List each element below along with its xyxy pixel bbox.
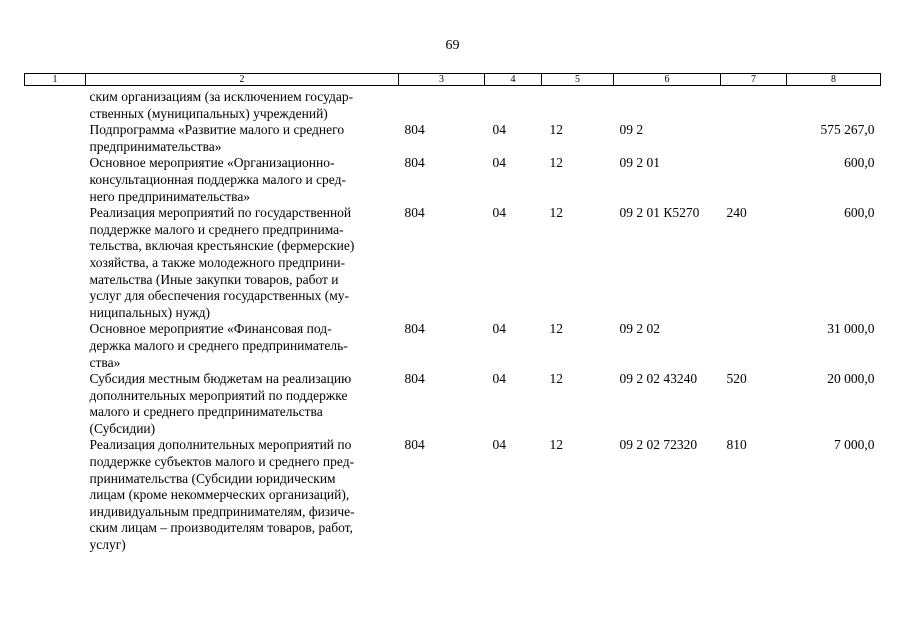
cell-grbs-code: 804 [404, 437, 425, 453]
cell-target-article: 09 2 01 К5270 [619, 205, 700, 221]
cell-col1 [25, 205, 86, 321]
column-header-4: 4 [485, 74, 542, 86]
name-line: лицам (кроме некоммерческих организаций), [89, 487, 350, 503]
name-line: (Субсидии) [89, 420, 156, 436]
cell-col1 [25, 371, 86, 437]
cell-expense-type: 240 [726, 205, 747, 221]
cell-name [86, 371, 399, 437]
cell-subsection: 12 [549, 321, 563, 337]
name-line: ниципальных) нужд) [89, 304, 211, 320]
cell-amount: 600,0 [844, 155, 875, 171]
table-row [25, 371, 881, 437]
name-line: поддержке малого и среднего предпринима- [89, 221, 344, 237]
name-line: индивидуальным предпринимателям, физиче- [89, 503, 355, 519]
name-line: предпринимательства» [89, 138, 222, 154]
column-header-5: 5 [542, 74, 614, 86]
cell-section: 04 [492, 371, 506, 387]
cell-target-article: 09 2 01 [619, 155, 660, 171]
cell-name [86, 122, 399, 155]
name-line: хозяйства, а также молодежного предприни- [89, 254, 346, 270]
cell-section: 04 [492, 122, 506, 138]
table-row [25, 155, 881, 205]
cell-target-article: 09 2 02 [619, 321, 660, 337]
name-line: Подпрограмма «Развитие малого и среднего [89, 122, 345, 138]
column-number-header [25, 74, 881, 86]
cell-col1 [25, 155, 86, 205]
name-line: мательства (Иные закупки товаров, работ и [89, 271, 339, 287]
table-row [25, 122, 881, 155]
cell-name [86, 155, 399, 205]
name-line: ским лицам – производителям товаров, работ, [89, 520, 353, 536]
cell-expense-type: 810 [726, 437, 747, 453]
column-header-6: 6 [614, 74, 721, 86]
name-line: держка малого и среднего предприниматель- [89, 337, 348, 353]
name-line: услуг для обеспечения государственных (му- [89, 288, 350, 304]
cell-section: 04 [492, 155, 506, 171]
cell-section: 04 [492, 205, 506, 221]
name-line: ским организациям (за исключением государ- [89, 89, 354, 104]
name-line: Субсидия местным бюджетам на реализацию [89, 371, 352, 387]
column-header-1: 1 [25, 74, 86, 86]
cell-target-article: 09 2 [619, 122, 644, 138]
cell-target-article: 09 2 02 72320 [619, 437, 698, 453]
name-line: Основное мероприятие «Финансовая под- [89, 321, 332, 337]
column-header-8: 8 [787, 74, 881, 86]
cell-grbs-code [399, 86, 485, 123]
cell-subsection: 12 [549, 371, 563, 387]
cell-target-article: 09 2 02 43240 [619, 371, 698, 387]
column-header-2: 2 [86, 74, 399, 86]
table-row [25, 321, 881, 371]
cell-expense-type [721, 155, 787, 205]
name-line: Реализация мероприятий по государственной [89, 205, 352, 221]
table-row [25, 437, 881, 553]
name-line: Основное мероприятие «Организационно- [89, 155, 335, 171]
cell-grbs-code: 804 [404, 321, 425, 337]
cell-expense-type [721, 321, 787, 371]
cell-subsection: 12 [549, 205, 563, 221]
cell-amount: 600,0 [844, 205, 875, 221]
name-line: малого и среднего предпринимательства [89, 404, 323, 420]
name-line: тельства, включая крестьянские (фермерские) [89, 238, 355, 254]
cell-subsection: 12 [549, 122, 563, 138]
cell-section: 04 [492, 321, 506, 337]
cell-grbs-code: 804 [404, 155, 425, 171]
budget-table [24, 73, 881, 554]
table-row [25, 86, 881, 123]
cell-amount [787, 86, 881, 123]
name-line: услуг) [89, 537, 126, 553]
cell-name [86, 205, 399, 321]
cell-amount: 7 000,0 [834, 437, 875, 453]
table-body [25, 86, 881, 554]
name-line: дополнительных мероприятий по поддержке [89, 387, 348, 403]
name-line: принимательства (Субсидии юридическим [89, 470, 336, 486]
table-row [25, 205, 881, 321]
name-line: поддержке субъектов малого и среднего пред- [89, 454, 355, 470]
cell-expense-type: 520 [726, 371, 747, 387]
name-line: ственных (муниципальных) учреждений) [89, 105, 328, 121]
cell-col1 [25, 321, 86, 371]
page-number: 69 [445, 38, 460, 53]
cell-name [86, 321, 399, 371]
cell-amount: 20 000,0 [827, 371, 875, 387]
cell-target-article [614, 86, 721, 123]
cell-amount: 575 267,0 [820, 122, 875, 138]
cell-expense-type [721, 122, 787, 155]
cell-section: 04 [492, 437, 506, 453]
cell-name [86, 86, 399, 123]
name-line: консультационная поддержка малого и сред- [89, 171, 346, 187]
cell-subsection: 12 [549, 437, 563, 453]
name-line: Реализация дополнительных мероприятий по [89, 437, 352, 453]
cell-section [485, 86, 542, 123]
cell-grbs-code: 804 [404, 371, 425, 387]
cell-amount: 31 000,0 [827, 321, 875, 337]
cell-col1 [25, 86, 86, 123]
cell-subsection: 12 [549, 155, 563, 171]
name-line: ства» [89, 354, 121, 370]
name-line: него предпринимательства» [89, 188, 251, 204]
cell-grbs-code: 804 [404, 122, 425, 138]
cell-col1 [25, 437, 86, 553]
column-header-7: 7 [721, 74, 787, 86]
column-header-3: 3 [399, 74, 485, 86]
cell-name [86, 437, 399, 553]
cell-subsection [542, 86, 614, 123]
cell-grbs-code: 804 [404, 205, 425, 221]
cell-expense-type [721, 86, 787, 123]
cell-col1 [25, 122, 86, 155]
